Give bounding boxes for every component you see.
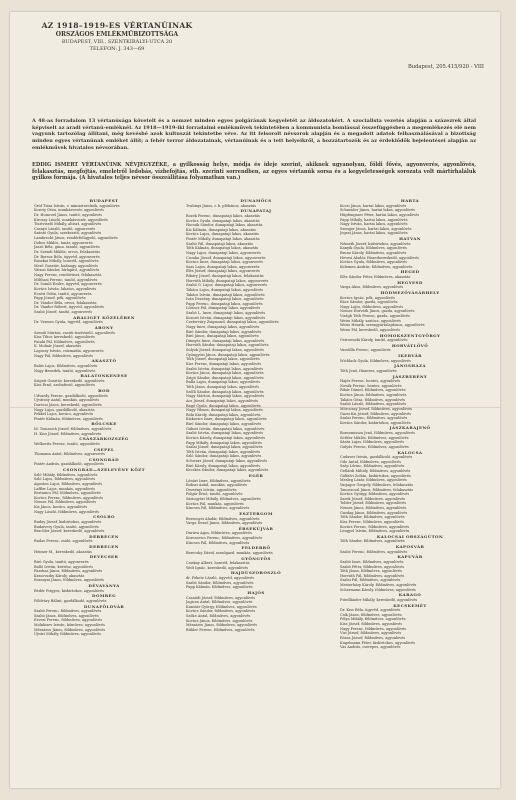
victim-entry: Cudaver István, gazdálkodó, agyonlövés bbox=[340, 455, 413, 460]
victim-entry: Csanyó László, tanító, agyonverés bbox=[34, 226, 96, 231]
intro-paragraph: A 48-as forradalom 13 vértanúsága követelt és a nemzet minden egyes polgárának kegyeletét az áldozatokért. A szocialista vezetés alapján a százezrek által képviselt az aradi vértanú-emléknél. Az 1918—1919-iki forradalmi emlékművek tekintetében a kommunista bomlással összefüggésben a megemlékezés elé nem vagyunk tartozólag állítani, még kevésbé azok kultuszát tekintetbe véve. Az itt felsorolt névsorok alapján és a megadott adatok felhasználásával a bizottság minden egyes vértanúnak emléket állít; a fehér terror áldozatainak, vértanúinak és a tett helyeikről, a hozzátartozók és az érdeklődők bejelentései alapján az emlékművek hivatalos névsorában. bbox=[32, 118, 476, 151]
victim-entry: Kovács Gyula, földműves, agyonlövés bbox=[340, 260, 408, 265]
victim-entry: Tóth Jenő, fűszeres, agyonlövés bbox=[340, 368, 397, 373]
victim-entry: Szigeti Gusztáv, kereskedő, agyonlövés bbox=[34, 378, 105, 383]
letterhead-title: AZ 1918–1919-ES VÉRTANÚINAK bbox=[41, 21, 193, 30]
victim-entry: Szló Mihály, földműves, agyonlövés bbox=[34, 472, 98, 477]
victim-entry: Tóth Sándor, földműves, agyonlövés bbox=[340, 539, 405, 544]
victim-entry: Lénárt Imre, földműves, agyonlövés bbox=[186, 478, 251, 483]
victim-entry: Wichlack Gyula, földműves, agyonlövés bbox=[340, 358, 411, 363]
place-heading: IKERVÁR bbox=[398, 353, 422, 358]
victim-entry: Dr. Vermes Gyula, ügyvéd, agyonlövés bbox=[34, 320, 103, 325]
victim-entry: Krasovszky Károly, akasztás bbox=[34, 573, 85, 578]
victim-entry: Biró Károly, dunapataji lakos, agyonlövés bbox=[186, 463, 261, 468]
victim-entry: Ruszkai Mihály, honvéd, agyonlövés bbox=[34, 259, 99, 264]
place-heading: AKASZTÓ bbox=[91, 358, 117, 364]
victim-entry: Berecsky Dávid, mezőgazd. munkás, agyonlövés bbox=[186, 550, 273, 555]
victim-entry: Papp Ferenc, dunapataji lakos, agyonlövés bbox=[186, 301, 263, 306]
victim-entry: Nemes János, földműves, agyonlövés bbox=[340, 506, 407, 510]
victim-entry: Tóth Kálmán, dunapataji lakos, akasztás bbox=[186, 246, 259, 251]
victim-entry: Szabó László, földműves, agyonlövés bbox=[340, 402, 407, 407]
place-heading: DÉVAVÁNYA bbox=[88, 583, 120, 588]
victim-entry: Szabó G. Lajos, dunapataji lakos, agyonverés bbox=[186, 283, 268, 288]
victim-entry: Schwarz József, dunapataji lakos, agyonlövés bbox=[186, 459, 268, 463]
victim-entry: Nagy Ferenc, rendőrtiszt, felakasztás bbox=[34, 273, 102, 277]
victim-entry: Kozorit István, dunapataji lakos, agyonlövés bbox=[186, 315, 266, 320]
victim-entry: Balló István, kertész, agyonlövés bbox=[34, 564, 93, 569]
victim-entry: Szőke Antal, földműves, agyonlövés bbox=[186, 614, 251, 618]
victim-entry: Virágh Tóth Ferenc, gazda, agyonlövés bbox=[340, 314, 410, 318]
victim-entry: Schneider János, hartai lakos, agyonlövés bbox=[340, 208, 415, 213]
victim-entry: Weiss Mihály, szatócs, agyonlövés bbox=[340, 318, 401, 323]
victim-entry: Milthasi Ferenc, tanító, agyonlövés bbox=[34, 277, 98, 282]
victim-entry: Nemes Horváth János, gazda, agyonlövés bbox=[340, 309, 415, 314]
victim-entry: Tisztviselő Mihály, altiszt, agyonlövés bbox=[34, 222, 102, 227]
victim-entry: Kincses Pál, földműves, agyonlövés bbox=[186, 506, 250, 511]
victim-entry: Kugelmann Péter, kisbirtokos, agyonlövés bbox=[340, 640, 416, 645]
victim-entry: Dr. Vándor Róbert, ügyvéd, agyonlövés bbox=[34, 305, 105, 310]
victim-entry: Dezsényi István, agyonlövés bbox=[186, 487, 237, 492]
victim-entry: Weiss Pál, kereskedő, agyonlövés bbox=[340, 327, 400, 332]
list-heading: EDDIG ISMERT VÉRTANÚINK NÉVJEGYZÉKE, a gyilkosság helye, módja és ideje szerint, akiknek ugyanolyan, földi fővés, agyonverés, agyonlövés, felakasztás, megfojtás, emeletről ledobás, vízbefojtás, stb. szerinti sorrendben, az egyes vértanúk sorsa és a kegyeletességek sorozata volt mártírhaláluk gyilkos formája. (A hivatalos teljes névsor összeállítása folyamatban van.) bbox=[32, 162, 476, 182]
place-heading: DUNAFÖLDVÁR bbox=[83, 603, 125, 609]
place-heading: JÁSZBERÉNY bbox=[392, 373, 428, 379]
victim-entry: Illés József, dunapataji lakos, agyonverés bbox=[186, 269, 260, 274]
names-column-1 bbox=[34, 198, 174, 637]
victim-entry: Szló Sándor, dunapataji lakos, agyonlövés bbox=[186, 454, 262, 459]
victim-entry: Iván Dezsény, dunapataji lakos, agyonlövés bbox=[186, 297, 264, 302]
victim-entry: Ribár Dániel, földműves, agyonlövés bbox=[340, 388, 406, 393]
victim-entry: Szabó Ferenc, földműves, agyonlövés bbox=[34, 609, 102, 614]
victim-entry: Kovács György, földműves, agyonlövés bbox=[340, 492, 410, 497]
victim-entry: Dr. Borsos Béla, ügyvéd, agyonverés bbox=[34, 254, 100, 259]
victim-entry: Horváth Mihály, dunapataji lakos, agyonverés bbox=[186, 278, 269, 283]
place-heading: JÁNOSHÁZA bbox=[394, 363, 426, 369]
victim-entry: Rudas Ferenc, zsidó, agyonlövés bbox=[34, 539, 93, 544]
victim-entry: Szabó Imre, földműves, agyonlövés bbox=[340, 559, 404, 564]
place-heading: HEGYESD bbox=[397, 279, 423, 285]
place-heading: BALATONKENESE bbox=[80, 373, 128, 379]
victim-entry: Kovács Pál, munkás, agyonlövés bbox=[186, 501, 244, 506]
victim-entry: Pólya Mihály, földműves, agyonlövés bbox=[340, 617, 406, 622]
document-sheet bbox=[10, 12, 500, 788]
victim-entry: Szabó István, dunapataji lakos, agyonlövés bbox=[186, 431, 264, 436]
victim-entry: Fóldváry Bálint, gazdálkodó, agyonlövés bbox=[34, 598, 107, 603]
victim-entry: Szenger János, hartai lakos, agyonlövés bbox=[340, 226, 412, 231]
victim-entry: Nagy László, földműves, agyonlövés bbox=[34, 509, 99, 514]
victim-entry: Vasstilla Ferenc, agyonlövés bbox=[340, 348, 391, 353]
place-heading: DOMBEG bbox=[92, 593, 116, 599]
victim-entry: Hocsák Sándor, dunapataji lakos, akasztás bbox=[186, 223, 263, 228]
victim-entry: Biró Gyula, tanító, agyonverés bbox=[34, 559, 89, 564]
victim-entry: Pataki Pál, földműves, agyonlövés bbox=[34, 339, 95, 344]
victim-entry: Buday József, kisbirtokos, agyonlövés bbox=[34, 519, 102, 524]
victim-entry: Bulla Lajos, dunapataji lakos, agyonlövés bbox=[186, 380, 261, 385]
letterhead-address: BUDAPEST, VIII., SZENTKIRÁLYI-UTCA 20 bbox=[61, 39, 173, 45]
victim-entry: Szántó Gyula, szerkesztő, agyonlövés bbox=[34, 231, 102, 236]
victim-entry: Welkovits Ferenc, tanító, agyonlövés bbox=[34, 441, 100, 446]
printer-mark: Budapest, 205.415/920 - VIII bbox=[407, 64, 484, 70]
place-heading: HARTA bbox=[400, 198, 420, 203]
place-heading: HAJÓS bbox=[247, 589, 265, 595]
victim-entry: Szép Lőrinc, földműves, agyonlövés bbox=[340, 464, 405, 469]
victim-entry: Kovács Lajos, dunapataji lakos, akasztás bbox=[186, 232, 259, 237]
victim-entry: Kecskés Sándor, dunapataji lakos, agyonlövés bbox=[186, 468, 269, 473]
victim-entry: Rédér Frigyes, kisbirtokos, agyonlövés bbox=[34, 588, 104, 593]
victim-entry: Nagy Ferenc, földműves, agyonlövés bbox=[340, 626, 406, 631]
victim-entry: Papp Mihály, hartai lakos, agyonlövés bbox=[340, 217, 408, 222]
place-heading: KARAGO bbox=[398, 592, 422, 598]
victim-entry: Koroty Géza, munkásvezér, agyonlövés bbox=[34, 208, 104, 213]
victim-entry: Friedländer Mihály, kereskedő, agyonlövés bbox=[340, 597, 418, 602]
victim-entry: Kanyik Gyula, földműves, agyonlövés bbox=[340, 246, 407, 251]
victim-entry: Takács Géza, földműves, agyonlövés bbox=[340, 397, 406, 402]
victim-entry: Pintér Mihály, dunapataji lakos, akasztás bbox=[186, 237, 260, 241]
place-heading: ABONY bbox=[94, 324, 114, 330]
victim-entry: Vas András, cserepes, agyonlövés bbox=[340, 645, 401, 650]
victim-entry: Szabó L. Imre, dunapataji lakos, agyonlövés bbox=[186, 311, 266, 315]
victim-entry: Varjagor Gergely, földműves, felakasztás bbox=[340, 482, 414, 487]
victim-entry: dr. Fekete László, ügyvéd, agyonlövés bbox=[186, 576, 254, 580]
victim-entry: Hevesi Aladár, fűszerkereskedő, agyonlövés bbox=[340, 255, 419, 260]
victim-entry: Gellárdi Mihály, földműves, agyonlövés bbox=[340, 469, 411, 473]
victim-entry: Gulyás Ferenc, földműves, agyonlövés bbox=[340, 444, 409, 449]
victim-entry: Csonka József, dunapataji lakos, agyonverés bbox=[186, 255, 266, 260]
victim-entry: Sánta Lajos, földműves, agyonlövés bbox=[340, 440, 404, 445]
victim-entry: Biró Sándor, dunapataji lakos, agyonlövés bbox=[186, 329, 262, 334]
victim-entry: Varga Dezső János, földműves, agyonlövés bbox=[186, 521, 263, 526]
victim-entry: Bühler Ferenc, földműves, agyonlövés bbox=[186, 627, 255, 632]
victim-entry: Mészáros János, földműves, agyonlövés bbox=[186, 623, 258, 628]
victim-entry: Nagy Márton, dunapataji lakos, agyonlövés bbox=[186, 394, 265, 399]
victim-entry: Bertanics Pál, földműves, agyonlövés bbox=[34, 491, 101, 496]
victim-entry: Tóth János, földműves, agyonlövés bbox=[340, 569, 402, 574]
victim-entry: Csík János, földműves, agyonlövés bbox=[340, 612, 402, 617]
victim-entry: Bornemissza Jenő, földműves, agyonlövés bbox=[340, 431, 415, 435]
victim-entry: Hajós Ferenc, hentes, agyonlövés bbox=[340, 379, 401, 384]
victim-entry: Darócsi János, kereskedő, agyonlövés bbox=[34, 402, 102, 407]
victim-entry: Bozek Ferenc, dunapataji lakos, akasztás bbox=[186, 213, 260, 218]
victim-entry: Dr. Szendi Miklós, orvos, felakasztás bbox=[34, 249, 100, 254]
place-heading: FELDEBRŐ bbox=[241, 545, 271, 551]
victim-entry: Németh József, kisbirtokos, agyonlövés bbox=[340, 241, 411, 246]
place-heading: KAPOSVÁR bbox=[395, 544, 425, 549]
victim-entry: Ézvezi Ferenc, földműves, agyonlövés bbox=[34, 618, 103, 623]
victim-entry: Biró János, dunapataji lakos, agyonlövés bbox=[186, 334, 259, 339]
victim-entry: Nagy Lajos, gazdálkodó, akasztás bbox=[34, 407, 95, 412]
victim-entry: Lapossy István, csizmadia, agyonverés bbox=[34, 349, 104, 353]
victim-entry: Kovács János, dunapataji lakos, agyonlövés bbox=[186, 371, 264, 376]
victim-entry: Kis Kálmán, dunapataji lakos, akasztás bbox=[186, 227, 256, 232]
victim-entry: Kiss József, földműves, agyonlövés bbox=[340, 622, 403, 626]
victim-entry: Schermann Károly, földműves, agyonlövés bbox=[340, 587, 416, 592]
victim-entry: Bóla Károly, dunapataji lakos, agyonlövés bbox=[186, 412, 261, 417]
victim-entry: Kovács Ignác, pék, agyonlövés bbox=[340, 295, 395, 300]
victim-entry: Kovács János, földműves, agyonlövés bbox=[340, 393, 407, 397]
victim-entry: Bruno Károly, földműves, agyonlövés bbox=[340, 250, 407, 255]
victim-entry: Rokszi Antal, munkás, agyonlövés bbox=[186, 483, 247, 488]
victim-entry: Kiss Ferenc, dunapataji lakos, agyonlövés bbox=[186, 361, 262, 366]
place-heading: CSOLRO bbox=[93, 514, 115, 520]
victim-entry: Kincses Pál, földműves, agyonlövés bbox=[186, 540, 250, 545]
place-heading: DEVECSER bbox=[89, 554, 119, 560]
place-heading: CSÁSZÁRKOZSZÉG bbox=[79, 436, 129, 442]
victim-entry: Szalai József, dunapataji lakos, agyonlövés bbox=[186, 445, 263, 450]
victim-entry: Thomann Antal, földműves, agyonverés bbox=[34, 452, 105, 457]
victim-entry: Kiss Tibor, kereskedő, agyonlövés bbox=[34, 335, 95, 340]
victim-entry: Udvardy Ferenc, gazdálkodó, agyonlövés bbox=[34, 393, 108, 398]
place-heading: DUNAPATAJ bbox=[240, 208, 272, 214]
victim-entry: Nagy Lajos, földműves, agyonlövés bbox=[340, 304, 404, 309]
victim-entry: Merő Gusztáv, hadnagy, agyonlövés bbox=[34, 263, 99, 268]
place-heading: DEBRECEN bbox=[89, 544, 119, 549]
victim-entry: Papp Kálmán, földműves, agyonlövés bbox=[186, 585, 253, 590]
victim-entry: Takács Lajos, dunapataji lakos, agyonlövés bbox=[186, 287, 264, 292]
place-heading: KECSKEMÉT bbox=[393, 602, 427, 608]
victim-entry: Lengyel István, földműves, agyonlövés bbox=[340, 529, 410, 534]
victim-entry: H. Kiss József, földműves, agyonlövés bbox=[34, 431, 102, 436]
victim-entry: Nagy Pál, földműves, agyonlövés bbox=[34, 353, 94, 358]
victim-entry: Kovács Ferenc, földműves, agyonlövés bbox=[340, 524, 410, 529]
place-heading: DUNAMÖCS bbox=[240, 198, 272, 203]
victim-entry: Kelemen András, földműves, agyonlövés bbox=[340, 264, 413, 269]
victim-entry: Kiskovics Imre, dunapataji lakos, agyonlövés bbox=[186, 417, 267, 422]
victim-entry: Tóth István, dunapataji lakos, agyonlövés bbox=[186, 449, 261, 454]
victim-entry: Ujvárosy Antal, munkás, agyonlövés bbox=[34, 398, 100, 403]
victim-entry: Lőrincz Pál, dunapataji lakos, agyonlövés bbox=[186, 306, 261, 311]
victim-entry: Ujvári Mihály, földműves, agyonlövés bbox=[34, 632, 101, 637]
victim-entry: K. Molnár József, akasztás bbox=[34, 344, 82, 349]
victim-entry: Korenovics Ferenc, földműves, agyonlövés bbox=[186, 536, 263, 540]
letterhead-subtitle: ORSZÁGOS EMLÉKMŰBIZOTTSÁGA bbox=[55, 31, 179, 38]
victim-entry: Dr. Vándor Béla, orvos, felakasztás bbox=[34, 300, 97, 305]
victim-entry: Laffler Lajos, munkás, agyonlövés bbox=[34, 486, 96, 491]
victim-entry: Szőlli Sándor, dunapataji lakos, agyonlövés bbox=[186, 389, 264, 394]
victim-entry: Szló Lajos, földműves, agyonlövés bbox=[34, 477, 96, 482]
place-heading: HÓDMEZŐVÁSÁRHELY bbox=[380, 289, 440, 295]
victim-entry: Kovács Imre, dunapataji lakos, agyonverés bbox=[186, 260, 263, 265]
victim-entry: Szabó Pál, dunapataji lakos, akasztás bbox=[186, 241, 253, 246]
victim-entry: Tóth József, dunapataji lakos, agyonlövés bbox=[186, 357, 260, 362]
victim-entry: Kunstár György, földműves, agyonlövés bbox=[186, 604, 257, 609]
victim-entry: Szabó István, dunapataji lakos, agyonlövés bbox=[186, 366, 264, 371]
place-heading: CSONGRÁD—SZELEVÉNY KÖZT bbox=[62, 467, 146, 472]
victim-entry: Nagy Vilmos, dunapataji lakos, agyonlövés bbox=[186, 408, 263, 413]
place-heading: JÁSZKARAJENŐ bbox=[389, 425, 431, 431]
victim-entry: Molnkisev István, kőműves, agyonlövés bbox=[34, 623, 105, 627]
victim-entry: Jaszó Béla, gimn. tanuló, agyonlövés bbox=[34, 245, 100, 250]
victim-entry: Berzenyei Aladár, földműves, agyonlövés bbox=[186, 516, 260, 521]
victim-entry: Szabó Péter, földműves, agyonlövés bbox=[340, 564, 405, 569]
victim-entry: Dr. Somló Endre, ügyvéd, agyonverés bbox=[34, 282, 102, 287]
victim-entry: Kovács János, földműves, agyonlövés bbox=[186, 618, 253, 623]
victim-entry: Dinnyés Imre, dunapataji lakos, agyonlövés bbox=[186, 338, 265, 343]
victim-entry: Sáriogyöri Mihály, földműves, agyonlövés bbox=[186, 497, 261, 501]
victim-entry: Ostrowszki Károly, tanító, agyonlövés bbox=[340, 338, 408, 343]
victim-entry: Rózsa József, földműves, agyonlövés bbox=[340, 635, 406, 640]
victim-entry: Balás Lajos, földműves, agyonlövés bbox=[34, 363, 98, 368]
place-heading: KAPUVÁR bbox=[397, 554, 423, 560]
victim-entry: Papp Mihály, dunapataji lakos, agyonlövés bbox=[186, 440, 262, 445]
place-heading: KALOCSA bbox=[397, 449, 423, 455]
place-heading: ÉRSEKÚJVÁR bbox=[238, 525, 274, 531]
victim-entry: Pintér Kálmán, földműves, agyonlövés bbox=[34, 416, 103, 421]
victim-entry: Rácz Sándor, gazda, agyonlövés bbox=[340, 300, 398, 305]
victim-entry: Szabó János, földműves, agyonlövés bbox=[34, 613, 99, 618]
place-heading: GYÖNGYÖS bbox=[241, 555, 271, 561]
victim-entry: Gábori István, dunapataji lakos, agyonlövés bbox=[186, 426, 265, 431]
victim-entry: Dr. Hoinczel János, tanító, agyonlövés bbox=[34, 212, 103, 217]
victim-entry: Sass Lajos, dunapataji lakos, agyonverés bbox=[186, 264, 260, 269]
victim-entry: Szabó József, tanító, agyonverés bbox=[34, 310, 93, 314]
names-column-3 bbox=[340, 198, 480, 650]
victim-entry: Tobler József, földműves, agyonlövés bbox=[340, 501, 407, 506]
victim-entry: Jagicza Antal, földműves, agyonlövés bbox=[186, 600, 253, 605]
victim-entry: Kircsay László, munkásvezér, agyonlövés bbox=[34, 217, 108, 222]
victim-entry: Várnai Sándor, hírlapíró, agyonlövés bbox=[34, 268, 100, 273]
victim-entry: Sarok József, földműves, agyonlövés bbox=[340, 496, 406, 501]
victim-entry: Szendi Márton, vasúti tisztviselő, agyonlövés bbox=[34, 330, 115, 335]
victim-entry: Vizi József, földműves, agyonlövés bbox=[340, 631, 402, 636]
victim-entry: Czeterváry Zsigmond, dunapataji lakos, agyonlövés bbox=[186, 320, 279, 325]
victim-entry: Kis János, kovács, agyonlövés bbox=[34, 505, 88, 509]
victim-entry: Mészáros János, földműves, agyonlövés bbox=[34, 627, 106, 632]
victim-entry: Illés Sándor Péter, földműves, akasztás bbox=[340, 275, 411, 279]
victim-entry: Kovács Károly, dunapataji lakos, agyonlövés bbox=[186, 435, 266, 440]
letterhead-phone: TELEFON: J. 343—69 bbox=[89, 46, 145, 52]
victim-entry: Nagy Imre, dunapataji lakos, agyonlövés bbox=[186, 324, 260, 329]
victim-entry: Papp József, pék, agyonlövés bbox=[34, 296, 86, 301]
victim-entry: Szalai Pál, földműves, agyonlövés bbox=[340, 578, 401, 583]
place-heading: ABALIGET KÖZELÉBEN bbox=[73, 314, 135, 320]
place-heading: CSEPEL bbox=[93, 446, 115, 452]
victim-entry: Gazsi Kis József, földműves, agyonlövés bbox=[340, 411, 412, 416]
place-heading: EGER bbox=[248, 472, 264, 478]
victim-entry: Gazdag János, földműves, agyonlövés bbox=[340, 510, 408, 515]
victim-entry: Ecséri Ödön, tanító, agyonverés bbox=[34, 291, 92, 296]
victim-entry: Brachler József, kereskedő, agyonlövés bbox=[34, 529, 105, 534]
victim-entry: Hüpfengszer Péter, hartai lakos, agyonlövés bbox=[340, 212, 420, 217]
place-heading: KALOCSAI ORSZÁGÚTON bbox=[376, 533, 444, 539]
victim-entry: Bagó Gyula, dunapataji lakos, agyonlövés bbox=[186, 403, 261, 408]
victim-entry: Kovács István, lakatos, agyonlövés bbox=[34, 286, 97, 291]
victim-entry: Ács József, dunapataji lakos, agyonlövés bbox=[186, 398, 259, 403]
victim-entry: Ódo Antal, földműves, agyonlövés bbox=[340, 459, 401, 464]
victim-entry: Heimer M., kereskedő, akasztás bbox=[34, 549, 92, 554]
victim-entry: Trubinyi János, r. k. plébános, akasztás bbox=[186, 203, 257, 208]
victim-entry: Gyöngyösi János, dunapataji lakos, agyonlövés bbox=[186, 352, 270, 357]
victim-entry: Fazekas János, földműves, agyonlövés bbox=[34, 569, 103, 574]
victim-entry: Ribáry József, dunapataji lakos, felakasztás bbox=[186, 274, 264, 278]
victim-entry: Weiss Henrik, szeszgyártulajdonos, agyonlövés bbox=[340, 323, 425, 328]
victim-entry: Ágoston Lajos, földműves, agyonlövés bbox=[34, 481, 103, 486]
victim-entry: Mesterházy Károly, földműves, agyonlövés bbox=[340, 583, 417, 587]
victim-entry: Kiss Ernő, szobafestő, agyonlövés bbox=[34, 383, 95, 388]
place-heading: HORVÁTLÖVŐ bbox=[391, 342, 429, 348]
victim-entry: Kovács Sándor, kisbirtokos, agyonlövés bbox=[340, 420, 411, 425]
victim-entry: Nagy István, hartai lakos, agyonlövés bbox=[340, 222, 408, 227]
place-heading: BÖLCSKE bbox=[91, 421, 117, 427]
place-heading: ESZTERGOM bbox=[239, 510, 273, 516]
victim-entry: Varga Ákos, földműves, agyonlövés bbox=[340, 285, 404, 290]
letterhead bbox=[32, 21, 202, 53]
place-heading: HOMOKSZENTGYÖRGY bbox=[379, 332, 441, 338]
victim-entry: Id. Tomasich József, földműves, agyonlövés bbox=[34, 427, 112, 431]
victim-entry: Zsigó Sándor, dunapataji lakos, agyonlövés bbox=[186, 375, 264, 380]
victim-entry: Polgár Ernő, tanító, agyonlövés bbox=[186, 492, 243, 497]
victim-entry: Kovács Gyula, dunapataji lakos, akasztás bbox=[186, 218, 260, 223]
place-heading: HAJDÚSZOBOSZLÓ bbox=[230, 570, 282, 576]
place-heading: BOD bbox=[98, 388, 110, 393]
victim-entry: Rozsnyai János, földműves, agyonlövés bbox=[34, 578, 104, 583]
names-column-2 bbox=[186, 198, 326, 633]
victim-entry: Nemes Pál, földműves, agyonlövés bbox=[34, 500, 97, 505]
victim-entry: Mesleg Lázár, földműves, agyonlövés bbox=[340, 478, 407, 483]
victim-entry: Horváth Pál, földműves, agyonlövés bbox=[340, 573, 405, 578]
victim-entry: Nagy Lajos, dunapataji lakos, agyonverés bbox=[186, 250, 261, 255]
victim-entry: Dr. Kiss Béla, ügyvéd, agyonlövés bbox=[340, 608, 401, 613]
victim-entry: Szabó Ferenc, földműves, agyonlövés bbox=[340, 549, 408, 554]
victim-entry: Kiss Ferenc, földműves, agyonlövés bbox=[340, 519, 404, 524]
victim-entry: Tóth Sándor, földműves, agyonlövés bbox=[340, 515, 405, 520]
victim-entry: Gróf Tisza István, v. miniszterelnök, agyonlövés bbox=[34, 203, 120, 208]
place-heading: CSONGRÁD bbox=[88, 456, 120, 462]
victim-entry: Jegesi János, hartai lakos, agyonlövés bbox=[340, 231, 408, 236]
victim-entry: Csanádi József, földműves, agyonlövés bbox=[186, 595, 256, 600]
victim-entry: Sóttfer Miklós, földműves, agyonlövés bbox=[340, 435, 409, 440]
victim-entry: Dobos Miklós, tanár, agyonverés bbox=[34, 240, 93, 245]
victim-entry: Lambrecht János, rendőrfelügyelő, agyonlövés bbox=[34, 236, 118, 240]
victim-entry: Novák Ferenc, hentes, agyonlövés bbox=[340, 383, 402, 388]
victim-entry: Horváth Sándor, dunapataji lakos, agyonlövés bbox=[186, 343, 269, 348]
place-heading: HATVAN bbox=[399, 236, 421, 241]
place-heading: BUDAPEST bbox=[89, 198, 119, 203]
victim-entry: Pintér András, gazdálkodó, agyonlövés bbox=[34, 462, 104, 467]
victim-entry: Sulyok József, dunapataji lakos, agyonlövés bbox=[186, 348, 264, 352]
place-heading: DEBRECEN bbox=[89, 533, 119, 539]
victim-entry: Tanoszcsal János, földműves, felakasztás bbox=[340, 487, 414, 492]
victim-entry: Budaivery Gyula, tanító, agyonlövés bbox=[34, 524, 99, 529]
victim-entry: Szalai Ferenc, földműves, agyonlövés bbox=[340, 416, 408, 421]
victim-entry: Kovács Sándor, földműves, agyonlövés bbox=[186, 609, 256, 614]
victim-entry: Csiskay Albert, honvéd, felakasztás bbox=[186, 561, 250, 566]
victim-entry: Biró Sándor, dunapataji lakos, agyonlövés bbox=[186, 422, 262, 426]
victim-entry: Takács István, dunapataji lakos, agyonlövés bbox=[186, 292, 265, 297]
victim-entry: Szabó Sándor, földműves, agyonlövés bbox=[186, 580, 254, 585]
victim-entry: Kocsi János, hartai lakos, agyonlövés bbox=[340, 203, 407, 208]
place-heading: HEGED bbox=[400, 269, 420, 275]
victim-entry: Welt Ignác, kereskedő, agyonlövés bbox=[186, 565, 249, 570]
victim-entry: Nagy Benedek, tanító, agyonlövés bbox=[34, 368, 96, 373]
victim-entry: Pekkel Lajos, kovács, agyonlövés bbox=[34, 412, 94, 417]
victim-entry: Mórocsay József, földműves, agyonlövés bbox=[340, 406, 413, 411]
victim-entry: Duráva Ágos, földműves, agyonlövés bbox=[186, 531, 252, 536]
victim-entry: Kovács Ferenc, földműves, agyonlövés bbox=[34, 495, 104, 500]
victim-entry: Gálfalvi Zoltán, kisbirtokos, agyonlövés bbox=[340, 473, 411, 478]
victim-entry: Tóth János, dunapataji lakos, agyonlövés bbox=[186, 385, 259, 389]
